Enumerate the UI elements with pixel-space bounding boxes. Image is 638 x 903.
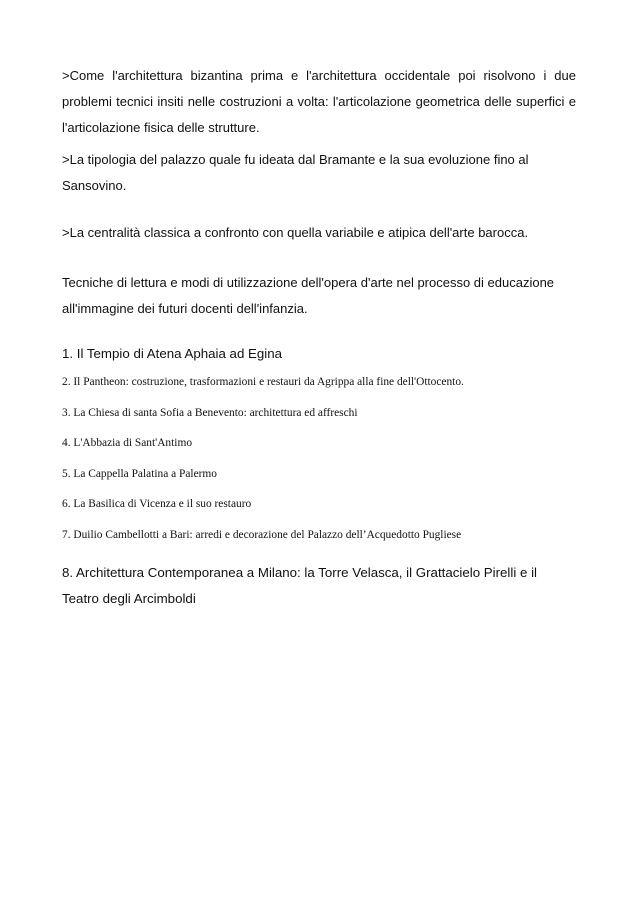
list-item-8: 8. Architettura Contemporanea a Milano: la Torre Velasca, il Grattacielo Pirelli e il Teatro degli Arcimboldi	[62, 565, 537, 606]
list-item-4: 4. L'Abbazia di Sant'Antimo	[62, 437, 193, 449]
list-item-6: 6. La Basilica di Vicenza e il suo restauro	[62, 498, 252, 510]
list-item-5: 5. La Cappella Palatina a Palermo	[62, 468, 217, 480]
paragraph-architettura-volta: >Come l'architettura bizantina prima e l'architettura occidentale poi risolvono i due problemi tecnici insiti nelle costruzioni a volta: l'articolazione geometrica delle superfici e l'articolazione fisica delle strutture.	[62, 68, 576, 135]
paragraph-tipologia-palazzo: >La tipologia del palazzo quale fu ideata dal Bramante e la sua evoluzione fino al Sansovino.	[62, 152, 529, 193]
list-item-7: 7. Duilio Cambellotti a Bari: arredi e decorazione del Palazzo dell’Acquedotto Pugliese	[62, 529, 462, 541]
list-item-1: 1. Il Tempio di Atena Aphaia ad Egina	[62, 346, 283, 361]
paragraph-centralita-barocca: >La centralità classica a confronto con quella variabile e atipica dell'arte barocca.	[62, 225, 529, 240]
list-item-2: 2. Il Pantheon: costruzione, trasformazioni e restauri da Agrippa alla fine dell'Ottocento.	[62, 376, 464, 388]
list-item-3: 3. La Chiesa di santa Sofia a Benevento: architettura ed affreschi	[62, 407, 358, 419]
paragraph-tecniche-lettura: Tecniche di lettura e modi di utilizzazione dell'opera d'arte nel processo di educazione all'immagine dei futuri docenti dell'infanzia.	[62, 275, 555, 316]
